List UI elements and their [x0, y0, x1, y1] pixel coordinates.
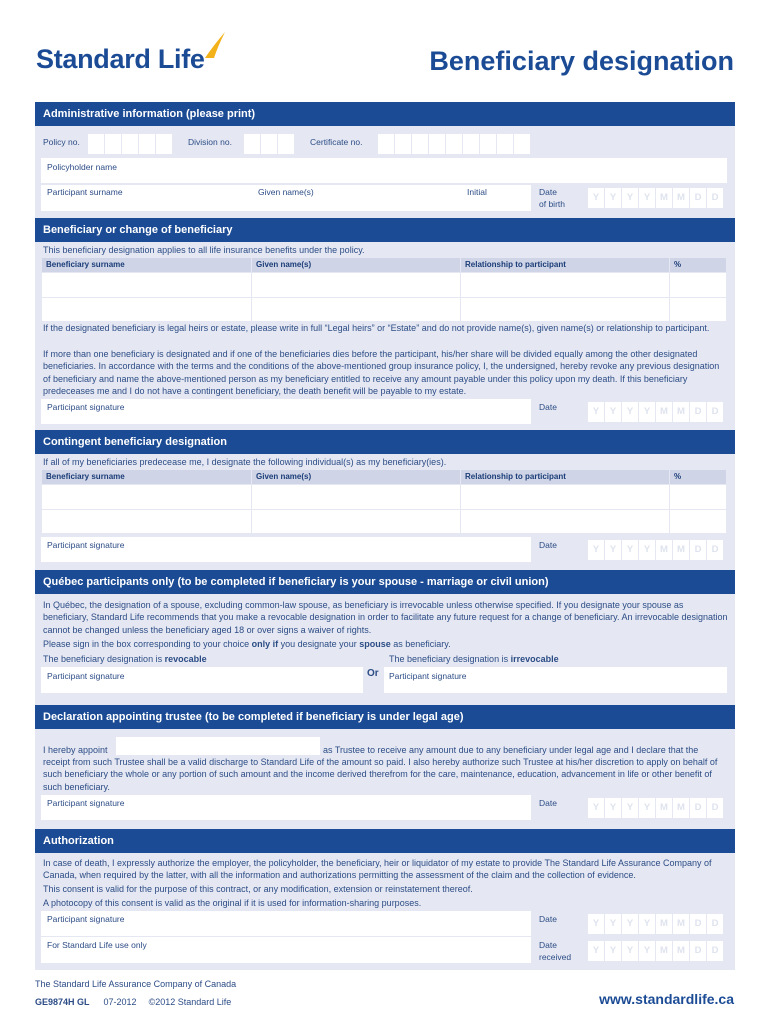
date-digit-box[interactable]: M: [673, 188, 689, 208]
date-digit-box[interactable]: D: [690, 540, 706, 560]
trustee-signature-label: Participant signature: [47, 798, 125, 808]
authorization-terms: In case of death, I expressly authorize the employer, the policyholder, the beneficiary, heir or liquidator of my estate to provide The Standard Life Assurance Company of Canada, when required by the latter, with all the information and authorizations permitting the assessment of the claim and the collection of evidence.: [43, 858, 712, 881]
section-header-quebec: Québec participants only (to be completed if beneficiary is your spouse - marriage or civil union): [35, 570, 735, 594]
trustee-date-field[interactable]: [588, 798, 723, 818]
date-digit-box[interactable]: M: [656, 798, 672, 818]
quebec-irrevocable-label: The beneficiary designation is irrevocable: [389, 654, 559, 664]
date-digit-box[interactable]: Y: [605, 798, 621, 818]
date-digit-box[interactable]: M: [656, 540, 672, 560]
beneficiary-col-percent: %: [670, 258, 726, 272]
contingent-date-field[interactable]: [588, 540, 723, 560]
beneficiary-col-relationship: Relationship to participant: [461, 258, 669, 272]
date-digit-box[interactable]: Y: [639, 798, 655, 818]
date-digit-box[interactable]: M: [656, 941, 672, 961]
date-digit-box[interactable]: Y: [588, 914, 604, 934]
policy-no-label: Policy no.: [43, 137, 80, 147]
date-digit-box[interactable]: Y: [622, 402, 638, 422]
contingent-date-label: Date: [539, 540, 557, 550]
section-header-authorization: Authorization: [35, 829, 735, 853]
date-digit-box[interactable]: Y: [622, 798, 638, 818]
authorization-date-field[interactable]: [588, 914, 723, 934]
date-digit-box[interactable]: Y: [605, 188, 621, 208]
date-digit-box[interactable]: Y: [622, 540, 638, 560]
company-logo: Standard Life: [36, 44, 205, 74]
date-digit-box[interactable]: M: [673, 798, 689, 818]
date-of-birth-label: Date of birth: [539, 187, 565, 209]
date-digit-box[interactable]: Y: [605, 402, 621, 422]
date-digit-box[interactable]: D: [707, 188, 723, 208]
date-digit-box[interactable]: D: [707, 798, 723, 818]
contingent-signature-label: Participant signature: [47, 540, 125, 550]
policy-no-field[interactable]: [88, 134, 172, 154]
contingent-col-surname: Beneficiary surname: [42, 470, 251, 484]
beneficiary-table[interactable]: [42, 273, 726, 321]
given-names-label: Given name(s): [258, 187, 314, 197]
date-digit-box[interactable]: Y: [588, 798, 604, 818]
date-digit-box[interactable]: Y: [639, 941, 655, 961]
policyholder-name-field[interactable]: [41, 158, 727, 183]
authorization-date-label: Date: [539, 914, 557, 924]
date-digit-box[interactable]: D: [690, 188, 706, 208]
date-digit-box[interactable]: D: [690, 798, 706, 818]
date-digit-box[interactable]: D: [707, 402, 723, 422]
division-no-label: Division no.: [188, 137, 232, 147]
date-digit-box[interactable]: D: [707, 941, 723, 961]
footer-company: The Standard Life Assurance Company of Canada: [35, 979, 237, 989]
date-digit-box[interactable]: Y: [588, 188, 604, 208]
date-digit-box[interactable]: D: [690, 402, 706, 422]
beneficiary-date-field[interactable]: [588, 402, 723, 422]
date-digit-box[interactable]: Y: [639, 914, 655, 934]
beneficiary-signature-label: Participant signature: [47, 402, 125, 412]
beneficiary-intro: This beneficiary designation applies to all life insurance benefits under the policy.: [43, 245, 365, 255]
date-digit-box[interactable]: M: [673, 402, 689, 422]
date-digit-box[interactable]: Y: [639, 402, 655, 422]
document-title: Beneficiary designation: [429, 46, 734, 76]
footer-form-code: GE9874H GL 07-2012 ©2012 Standard Life: [35, 997, 232, 1007]
certificate-no-label: Certificate no.: [310, 137, 363, 147]
date-digit-box[interactable]: Y: [588, 402, 604, 422]
date-digit-box[interactable]: Y: [605, 914, 621, 934]
date-digit-box[interactable]: D: [690, 941, 706, 961]
section-header-admin: Administrative information (please print): [35, 102, 735, 126]
section-header-contingent: Contingent beneficiary designation: [35, 430, 735, 454]
date-digit-box[interactable]: M: [673, 941, 689, 961]
quebec-spouse-rules: In Québec, the designation of a spouse, excluding common-law spouse, as beneficiary is irrevocable unless otherwise specified. If you designate your spouse as beneficiary, Standard Life recommends that you make a revocable designation in order to facilitate any future request for a change of beneficiary. An irrevocable designation cannot be changed unless the beneficiary aged 18 or over signs a waiver of rights.: [43, 600, 728, 635]
trustee-appoint-prefix: I hereby appoint: [43, 745, 108, 755]
date-of-birth-field[interactable]: [588, 188, 723, 208]
beneficiary-col-surname: Beneficiary surname: [42, 258, 251, 272]
office-use-label: For Standard Life use only: [47, 940, 147, 950]
section-header-beneficiary: Beneficiary or change of beneficiary: [35, 218, 735, 242]
date-digit-box[interactable]: M: [673, 914, 689, 934]
authorization-signature-label: Participant signature: [47, 914, 125, 924]
date-received-field[interactable]: [588, 941, 723, 961]
date-digit-box[interactable]: M: [656, 188, 672, 208]
date-digit-box[interactable]: D: [690, 914, 706, 934]
date-digit-box[interactable]: D: [707, 914, 723, 934]
website-link[interactable]: www.standardlife.ca: [599, 991, 734, 1007]
date-digit-box[interactable]: Y: [622, 188, 638, 208]
authorization-validity: This consent is valid for the purpose of this contract, or any modification, extension or reinstatement thereof.: [43, 884, 473, 894]
quebec-revocable-signature-label: Participant signature: [47, 671, 125, 681]
contingent-table[interactable]: [42, 485, 726, 533]
trustee-appoint-suffix: as Trustee to receive any amount due to any beneficiary under legal age and I declare that the: [323, 745, 699, 755]
division-no-field[interactable]: [244, 134, 294, 154]
participant-surname-label: Participant surname: [47, 187, 123, 197]
contingent-col-given: Given name(s): [252, 470, 460, 484]
trustee-terms: receipt from such Trustee shall be a valid discharge to Standard Life of the amount so paid. I also hereby authorize such Trustee at his/her discretion to apply on behalf of such beneficiary the whole or any portion of such amount and the income derived therefrom for the care, maintenance, education, advancement in life or other benefit of such beneficiary.: [43, 757, 718, 792]
date-digit-box[interactable]: Y: [605, 941, 621, 961]
date-digit-box[interactable]: M: [656, 914, 672, 934]
trustee-date-label: Date: [539, 798, 557, 808]
date-digit-box[interactable]: Y: [588, 941, 604, 961]
date-digit-box[interactable]: M: [656, 402, 672, 422]
policyholder-name-label: Policyholder name: [47, 162, 117, 172]
beneficiary-col-given: Given name(s): [252, 258, 460, 272]
date-received-label: Date received: [539, 940, 572, 962]
section-header-trustee: Declaration appointing trustee (to be completed if beneficiary is under legal age): [35, 705, 735, 729]
contingent-col-relationship: Relationship to participant: [461, 470, 669, 484]
quebec-irrevocable-signature-label: Participant signature: [389, 671, 467, 681]
date-digit-box[interactable]: Y: [622, 914, 638, 934]
contingent-col-percent: %: [670, 470, 726, 484]
quebec-instruction: Please sign in the box corresponding to your choice only if you designate your spouse as beneficiary.: [43, 639, 451, 649]
logo-flag-icon: [203, 30, 227, 60]
or-label: Or: [367, 668, 379, 679]
initial-label: Initial: [467, 187, 487, 197]
beneficiary-terms: If more than one beneficiary is designated and if one of the beneficiaries dies before the participant, his/her share will be divided equally among the other designated beneficiaries. In accordance with the terms and the conditions of the above-mentioned group insurance policy, I, the undersigned, hereby revoke any previous designation of beneficiary and name the above-mentioned person as my beneficiary entitled to receive any amount payable under this policy upon my death. If this beneficiary predeceases me and I do not have a contingent beneficiary, the death benefit will be payable to my estate.: [43, 349, 720, 397]
certificate-no-field[interactable]: [378, 134, 530, 154]
date-digit-box[interactable]: Y: [639, 188, 655, 208]
authorization-photocopy: A photocopy of this consent is valid as the original if it is used for information-sharing purposes.: [43, 898, 422, 908]
date-digit-box[interactable]: Y: [622, 941, 638, 961]
contingent-intro: If all of my beneficiaries predecease me, I designate the following individual(s) as my beneficiary(ies).: [43, 457, 447, 467]
quebec-revocable-label: The beneficiary designation is revocable: [43, 654, 207, 664]
date-digit-box[interactable]: Y: [605, 540, 621, 560]
trustee-name-field[interactable]: [116, 737, 320, 755]
date-digit-box[interactable]: Y: [588, 540, 604, 560]
beneficiary-legal-heirs-note: If the designated beneficiary is legal heirs or estate, please write in full “Legal heirs” or “Estate” and do not provide name(s), given name(s) or relationship to participant.: [43, 323, 710, 333]
date-digit-box[interactable]: D: [707, 540, 723, 560]
date-digit-box[interactable]: M: [673, 540, 689, 560]
beneficiary-date-label: Date: [539, 402, 557, 412]
date-digit-box[interactable]: Y: [639, 540, 655, 560]
